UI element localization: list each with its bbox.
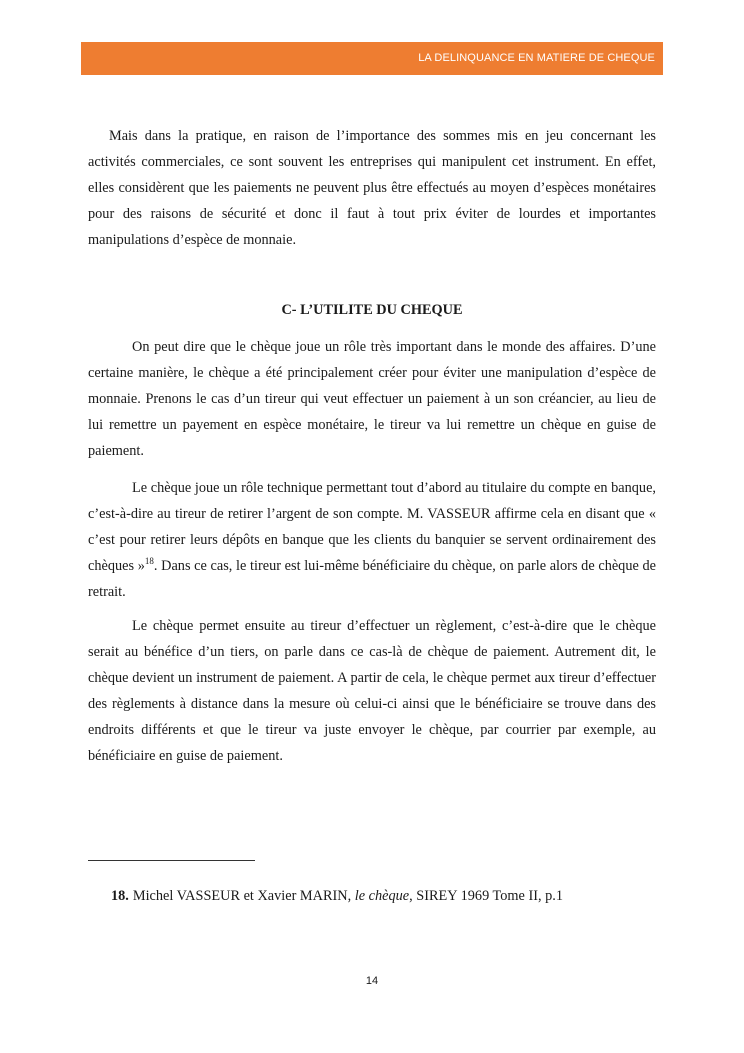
footnote-title: le chèque bbox=[354, 888, 410, 904]
footnote bbox=[111, 888, 563, 905]
footnote-reference[interactable]: 18 bbox=[144, 556, 154, 566]
section-heading: C- L’UTILITE DU CHEQUE bbox=[281, 302, 463, 318]
footnote-text-end: , SIREY 1969 Tome II, p.1 bbox=[409, 888, 563, 904]
paragraph-2: On peut dire que le chèque joue un rôle très important dans le monde des affaires. D’une certaine manière, le chèque a été principalement créer pour éviter une manipulation d’espèce de monnaie. Prenons le cas d’un tireur qui veut effectuer un paiement à un son créancier, au lieu de lui remettre un payement en espèce monétaire, le tireur va lui remettre un chèque en guise de paiement. bbox=[88, 339, 656, 459]
paragraph-3-text: Le chèque joue un rôle technique permettant tout d’abord au titulaire du compte en banque, c’est-à-dire au tireur de retirer l’argent de son compte. M. VASSEUR affirme cela en disant que « c’est pour retirer leurs dépôts en banque que les clients du banquier se servent ordinairement des chèques » bbox=[88, 480, 656, 574]
footnote-separator bbox=[88, 860, 255, 861]
paragraph-3-text-end: . Dans ce cas, le tireur est lui-même bénéficiaire du chèque, on parle alors de chèque de retrait. bbox=[88, 558, 656, 600]
header-title: LA DELINQUANCE EN MATIERE DE CHEQUE bbox=[418, 52, 655, 64]
paragraph-4: Le chèque permet ensuite au tireur d’effectuer un règlement, c’est-à-dire que le chèque serait au bénéfice d’un tiers, on parle dans ce cas-là de chèque de paiement. Autrement dit, le chèque devient un instrument de paiement. A partir de cela, le chèque permet aux tireur d’effectuer des règlements à distance dans la mesure où celui-ci ainsi que le bénéficiaire se trouve dans des endroits différents et que le tireur va juste envoyer le chèque, par courrier par exemple, au bénéficiaire en guise de paiement. bbox=[88, 618, 656, 764]
header-band bbox=[81, 42, 663, 75]
paragraph-3 bbox=[88, 475, 656, 605]
page-number: 14 bbox=[365, 975, 379, 987]
footnote-text: Michel VASSEUR et Xavier MARIN, bbox=[132, 888, 355, 904]
footnote-number: 18. bbox=[111, 888, 129, 904]
paragraph-1: Mais dans la pratique, en raison de l’importance des sommes mis en jeu concernant les activités commerciales, ce sont souvent les entreprises qui manipulent cet instrument. En effet, elles considèrent que les paiements ne peuvent plus être effectués au moyen d’espèces monétaires pour des raisons de sécurité et donc il faut à tout prix éviter de lourdes et importantes manipulations d’espèce de monnaie. bbox=[88, 128, 656, 248]
